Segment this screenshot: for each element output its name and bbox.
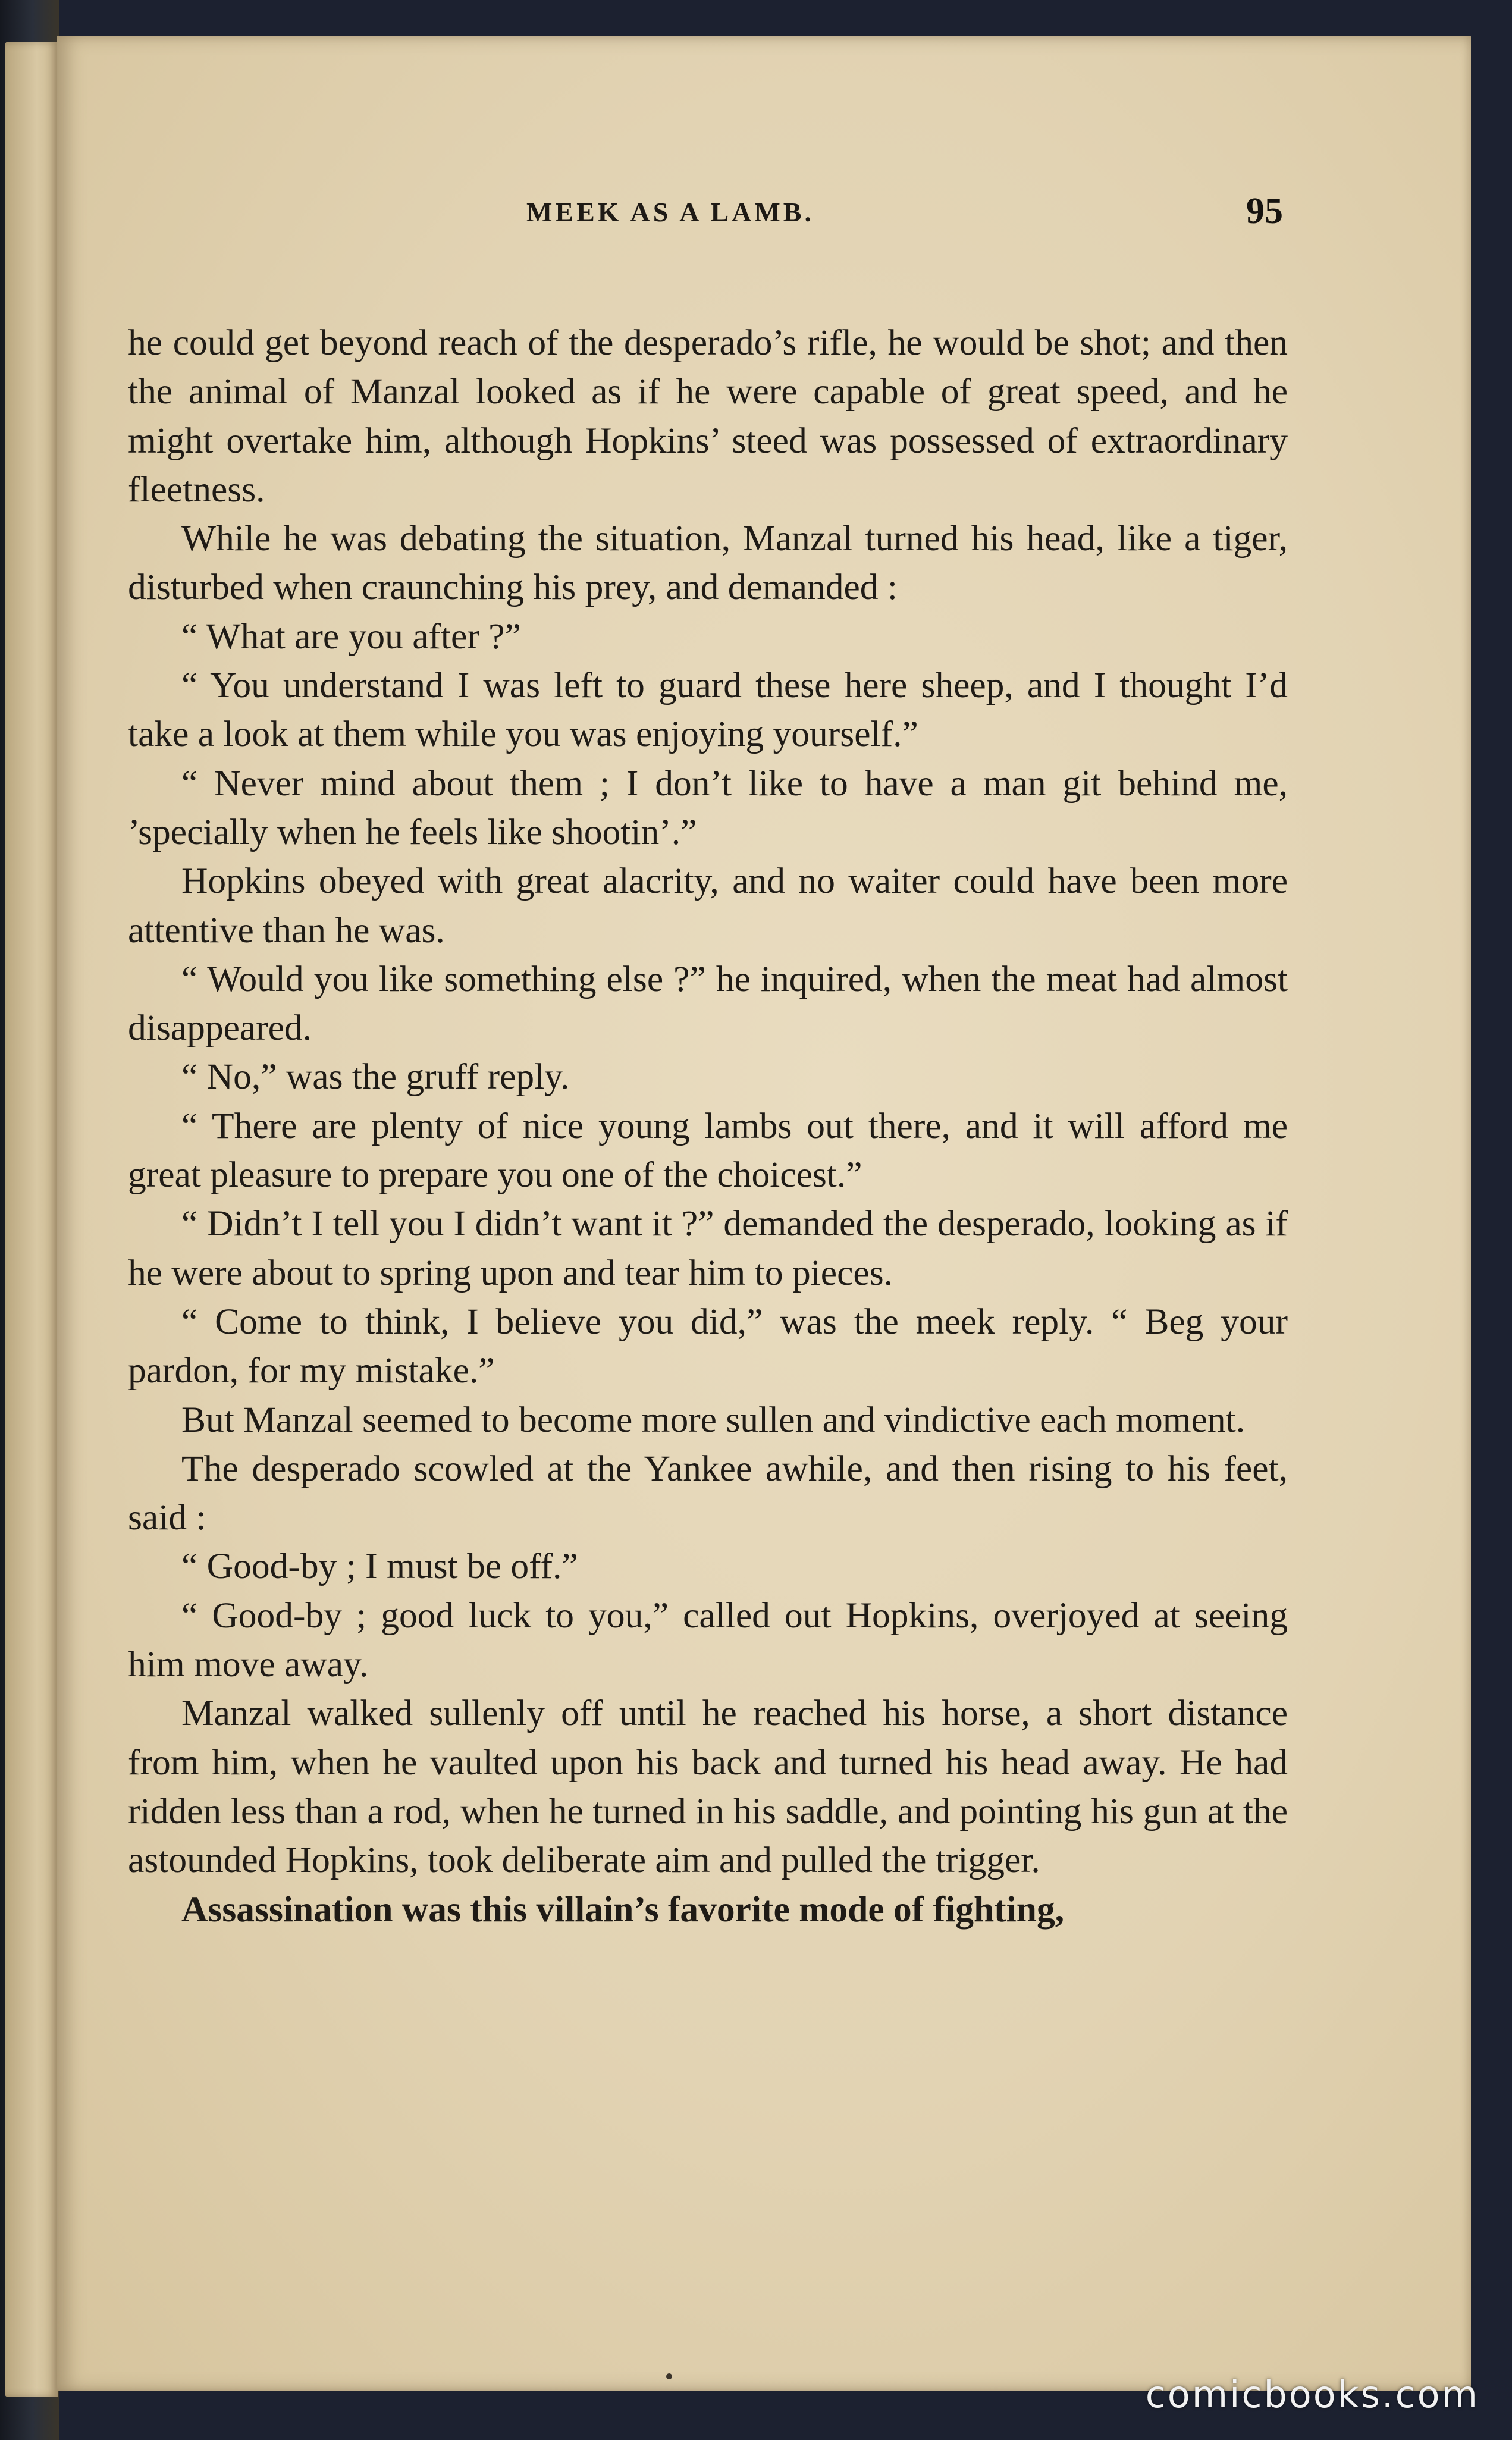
- paragraph: The desperado scowled at the Yankee awhile, and then rising to his feet, said :: [128, 1448, 1288, 1538]
- previous-page-edge: [5, 42, 58, 2397]
- paragraph: “ Never mind about them ; I don’t like to have a man git behind me, ’specially when he feels like shootin’.”: [128, 763, 1288, 852]
- paragraph: “ What are you after ?”: [181, 616, 521, 657]
- paragraph: “ No,” was the gruff reply.: [181, 1056, 570, 1097]
- site-watermark: comicbooks.com: [1145, 2373, 1479, 2416]
- paragraph: “ Would you like something else ?” he inquired, when the meat had almost disappeared.: [128, 958, 1288, 1049]
- book-page: [57, 36, 1471, 2391]
- running-head-title: MEEK AS A LAMB.: [526, 197, 814, 227]
- paragraph: “ Good-by ; I must be off.”: [181, 1546, 578, 1587]
- running-head: [57, 191, 1471, 244]
- body-text: [128, 318, 1288, 1934]
- paragraph: Hopkins obeyed with great alacrity, and no waiter could have been more attentive than he was.: [128, 861, 1288, 951]
- paragraph: “ Come to think, I believe you did,” was the meek reply. “ Beg your pardon, for my mistake.”: [128, 1301, 1288, 1391]
- paragraph: Assassination was this villain’s favorite mode of fighting,: [181, 1889, 1065, 1930]
- paragraph: While he was debating the situation, Manzal turned his head, like a tiger, disturbed when craunching his prey, and demanded :: [128, 518, 1288, 608]
- paragraph: Manzal walked sullenly off until he reached his horse, a short distance from him, when he vaulted upon his back and turned his head away. He had ridden less than a rod, when he turned in his saddle, and pointing his gun at the astounded Hopkins, took deliberate aim and pulled the trigger.: [128, 1693, 1288, 1881]
- paragraph: “ You understand I was left to guard these here sheep, and I thought I’d take a look at them while you was enjoying yourself.”: [128, 665, 1288, 755]
- paragraph: “ Good-by ; good luck to you,” called out Hopkins, overjoyed at seeing him move away.: [128, 1595, 1288, 1685]
- paragraph: But Manzal seemed to become more sullen and vindictive each moment.: [181, 1399, 1246, 1440]
- signature-mark: [666, 2373, 672, 2379]
- paragraph: “ There are plenty of nice young lambs out there, and it will afford me great pleasure to prepare you one of the choicest.”: [128, 1105, 1288, 1196]
- page-number: 95: [1246, 191, 1283, 231]
- paragraph: “ Didn’t I tell you I didn’t want it ?” demanded the desperado, looking as if he were about to spring upon and tear him to pieces.: [128, 1203, 1288, 1293]
- paragraph: he could get beyond reach of the desperado’s rifle, he would be shot; and then the animal of Manzal looked as if he were capable of great speed, and he might overtake him, although Hopkins’ steed was possessed of extraordinary fleetness.: [128, 322, 1288, 510]
